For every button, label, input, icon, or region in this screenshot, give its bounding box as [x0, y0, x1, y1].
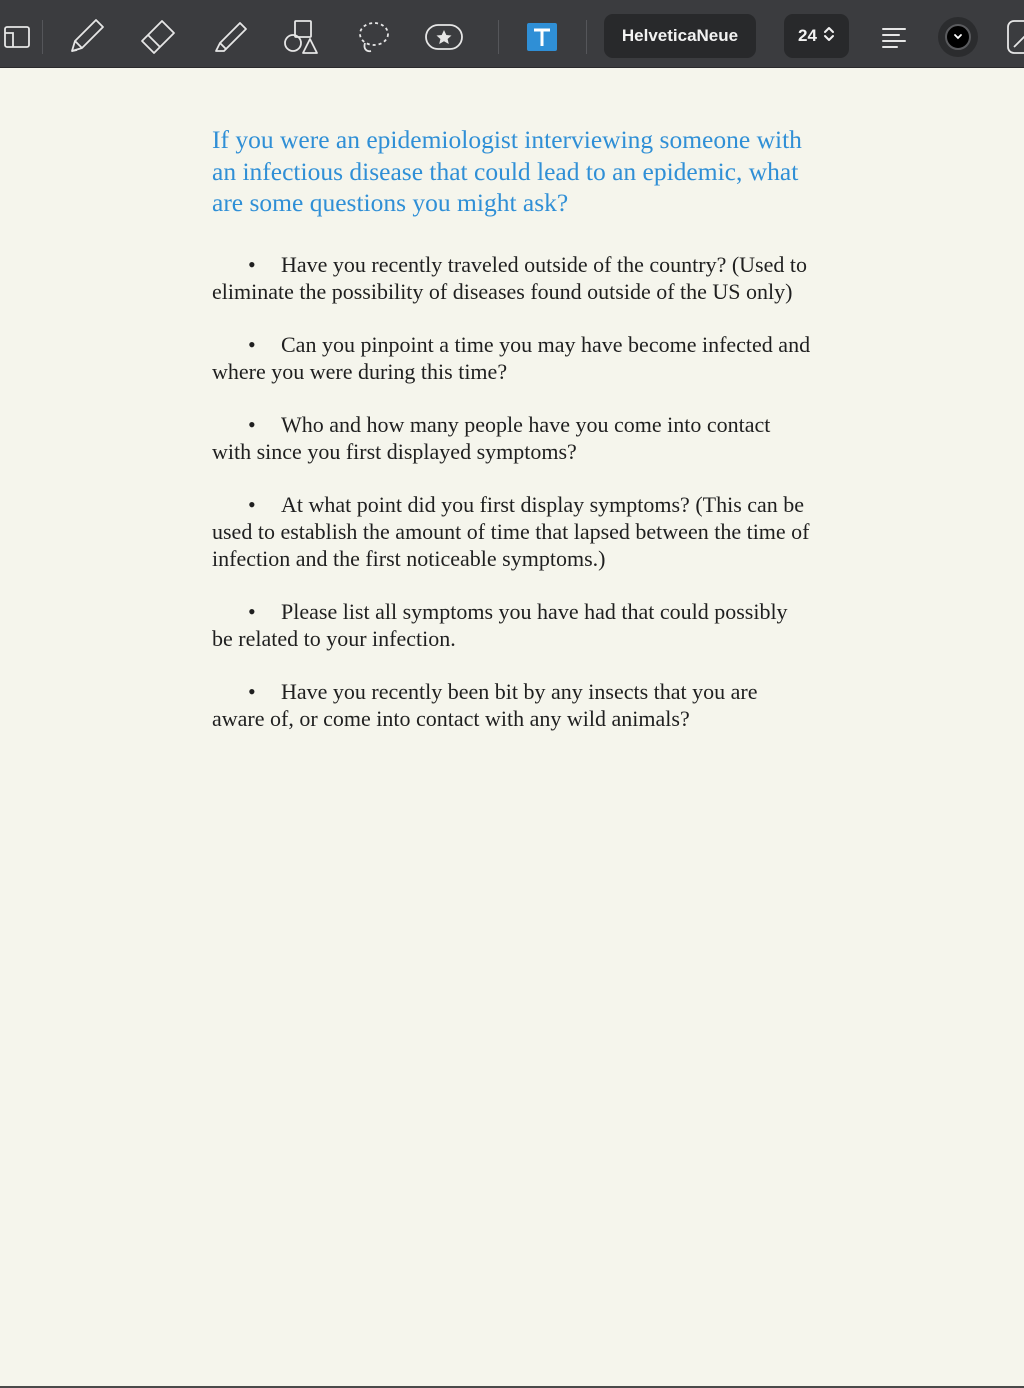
color-picker-button[interactable] — [938, 17, 978, 57]
pen-icon[interactable] — [66, 17, 106, 57]
bullet: • — [248, 598, 256, 624]
list-item — [212, 331, 812, 385]
list-item — [212, 491, 812, 572]
bullet: • — [248, 331, 256, 357]
list-item-text: At what point did you first display symptoms? (This can be used to establish the amount of time that lapsed between the time of infection and the first noticeable symptoms.) — [212, 491, 810, 571]
list-item — [212, 251, 812, 305]
eraser-icon[interactable] — [138, 17, 178, 57]
font-size-label: 24 — [798, 26, 817, 45]
toolbar-divider — [498, 20, 499, 54]
list-item-text: Have you recently traveled outside of the country? (Used to eliminate the possibility of diseases found outside of the US only) — [212, 251, 807, 304]
list-item-text: Please list all symptoms you have had that could possibly be related to your infection. — [212, 598, 788, 651]
chevron-up-down-icon — [823, 25, 835, 48]
bullet: • — [248, 678, 256, 704]
bullet: • — [248, 251, 256, 277]
toolbar — [0, 0, 1024, 68]
list-item-text: Can you pinpoint a time you may have become infected and where you were during this time? — [212, 331, 811, 384]
align-left-icon[interactable] — [874, 17, 914, 57]
lasso-icon[interactable] — [353, 17, 393, 57]
document-page[interactable] — [212, 124, 812, 758]
text-tool-icon[interactable] — [522, 17, 562, 57]
toolbar-divider — [42, 20, 43, 54]
bullet: • — [248, 491, 256, 517]
color-picker-icon — [945, 24, 971, 50]
font-family-label: HelveticaNeue — [621, 26, 739, 45]
list-item — [212, 678, 812, 732]
highlighter-icon[interactable] — [210, 17, 250, 57]
question-heading: If you were an epidemiologist interviewing someone with an infectious disease that could lead to an epidemic, what are some questions you might ask? — [212, 125, 802, 217]
font-family-selector[interactable] — [604, 14, 756, 58]
sticker-star-icon[interactable] — [424, 17, 464, 57]
list-item-text: Have you recently been bit by any insects that you are aware of, or come into contact with any wild animals? — [212, 678, 758, 731]
font-size-selector[interactable] — [784, 14, 849, 58]
list-item — [212, 598, 812, 652]
page-view-icon[interactable] — [0, 17, 36, 57]
list-item — [212, 411, 812, 465]
bullet: • — [248, 411, 256, 437]
shapes-icon[interactable] — [281, 17, 321, 57]
toolbar-divider — [586, 20, 587, 54]
list-item-text: Who and how many people have you come into contact with since you first displayed symptoms? — [212, 411, 771, 464]
pen-style-icon[interactable] — [1004, 17, 1024, 57]
